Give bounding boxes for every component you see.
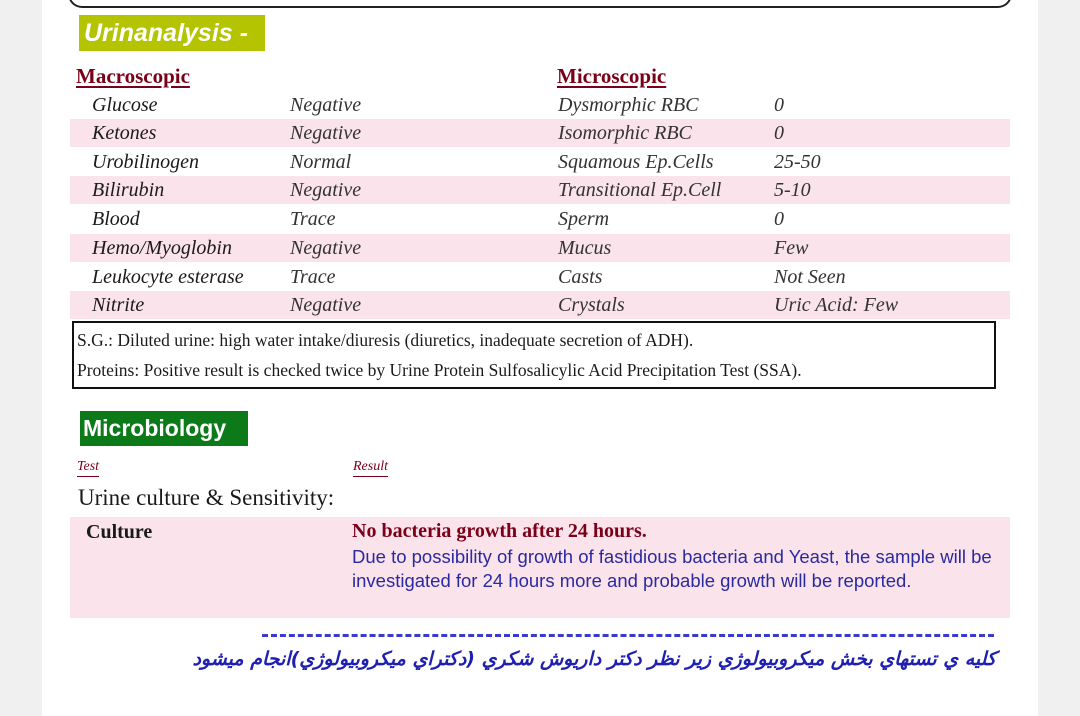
- macro-test-value: Trace: [290, 208, 336, 230]
- macro-test-value: Negative: [290, 294, 362, 316]
- micro-test-value: 0: [774, 122, 784, 144]
- table-row: [70, 234, 1010, 262]
- macro-test-name: Glucose: [92, 94, 158, 116]
- micro-test-name: Casts: [558, 266, 603, 288]
- macro-test-name: Leukocyte esterase: [92, 266, 244, 288]
- micro-test-name: Dysmorphic RBC: [558, 94, 699, 116]
- macro-test-name: Urobilinogen: [92, 151, 200, 173]
- microbiology-header: Microbiology: [80, 411, 248, 446]
- macroscopic-heading: Macroscopic: [76, 64, 190, 88]
- previous-section-frame: [68, 0, 1012, 8]
- macro-test-name: Bilirubin: [92, 179, 165, 201]
- urinalysis-header: Urinanalysis -: [79, 15, 265, 51]
- urine-culture-title: Urine culture & Sensitivity:: [78, 485, 335, 510]
- macro-test-value: Trace: [290, 266, 336, 288]
- micro-test-name: Squamous Ep.Cells: [558, 151, 714, 173]
- macro-test-value: Negative: [290, 237, 362, 259]
- macro-test-value: Normal: [290, 151, 352, 173]
- micro-test-value: Few: [774, 237, 809, 259]
- culture-label: Culture: [86, 521, 153, 543]
- micro-test-name: Mucus: [558, 237, 612, 259]
- table-row: [70, 205, 1010, 233]
- micro-test-value: 0: [774, 208, 784, 230]
- macro-test-name: Blood: [92, 208, 140, 230]
- table-row: [70, 263, 1010, 291]
- macro-test-value: Negative: [290, 94, 362, 116]
- macro-test-value: Negative: [290, 122, 362, 144]
- table-row: [70, 291, 1010, 319]
- micro-test-value: Not Seen: [774, 266, 846, 288]
- macro-test-name: Ketones: [92, 122, 157, 144]
- culture-result-block: [70, 517, 1010, 618]
- sg-note: S.G.: Diluted urine: high water intake/diuresis (diuretics, inadequate secretion of ADH).: [77, 330, 694, 350]
- persian-footer-note: كليه ي تستهاي بخش ميكروبيولوژي زير نظر دكتر داريوش شكري (دكتراي ميكروبيولوژي)انجام ميشود: [192, 648, 996, 670]
- micro-test-name: Transitional Ep.Cell: [558, 179, 722, 201]
- table-row: [70, 176, 1010, 204]
- macro-test-value: Negative: [290, 179, 362, 201]
- result-column-header: Result: [353, 459, 388, 477]
- protein-note: Proteins: Positive result is checked twice by Urine Protein Sulfosalicylic Acid Precipitation Test (SSA).: [77, 360, 802, 380]
- table-row: [70, 148, 1010, 176]
- micro-test-value: 0: [774, 94, 784, 116]
- urinalysis-notes-box: [72, 321, 996, 389]
- macro-test-name: Nitrite: [92, 294, 145, 316]
- macro-test-name: Hemo/Myoglobin: [92, 237, 232, 259]
- culture-note: Due to possibility of growth of fastidious bacteria and Yeast, the sample will be investigated for 24 hours more and probable growth will be reported.: [352, 546, 992, 591]
- micro-test-value: 5-10: [774, 179, 811, 201]
- microscopic-heading: Microscopic: [557, 64, 667, 88]
- table-row: [70, 119, 1010, 147]
- micro-test-value: Uric Acid: Few: [774, 294, 899, 316]
- culture-result: No bacteria growth after 24 hours.: [352, 520, 647, 542]
- micro-test-name: Crystals: [558, 294, 625, 316]
- dashed-divider: [262, 634, 994, 637]
- micro-test-value: 25-50: [774, 151, 821, 173]
- micro-test-name: Isomorphic RBC: [558, 122, 692, 144]
- micro-test-name: Sperm: [558, 208, 610, 230]
- table-row: [70, 91, 1010, 119]
- test-column-header: Test: [77, 459, 99, 477]
